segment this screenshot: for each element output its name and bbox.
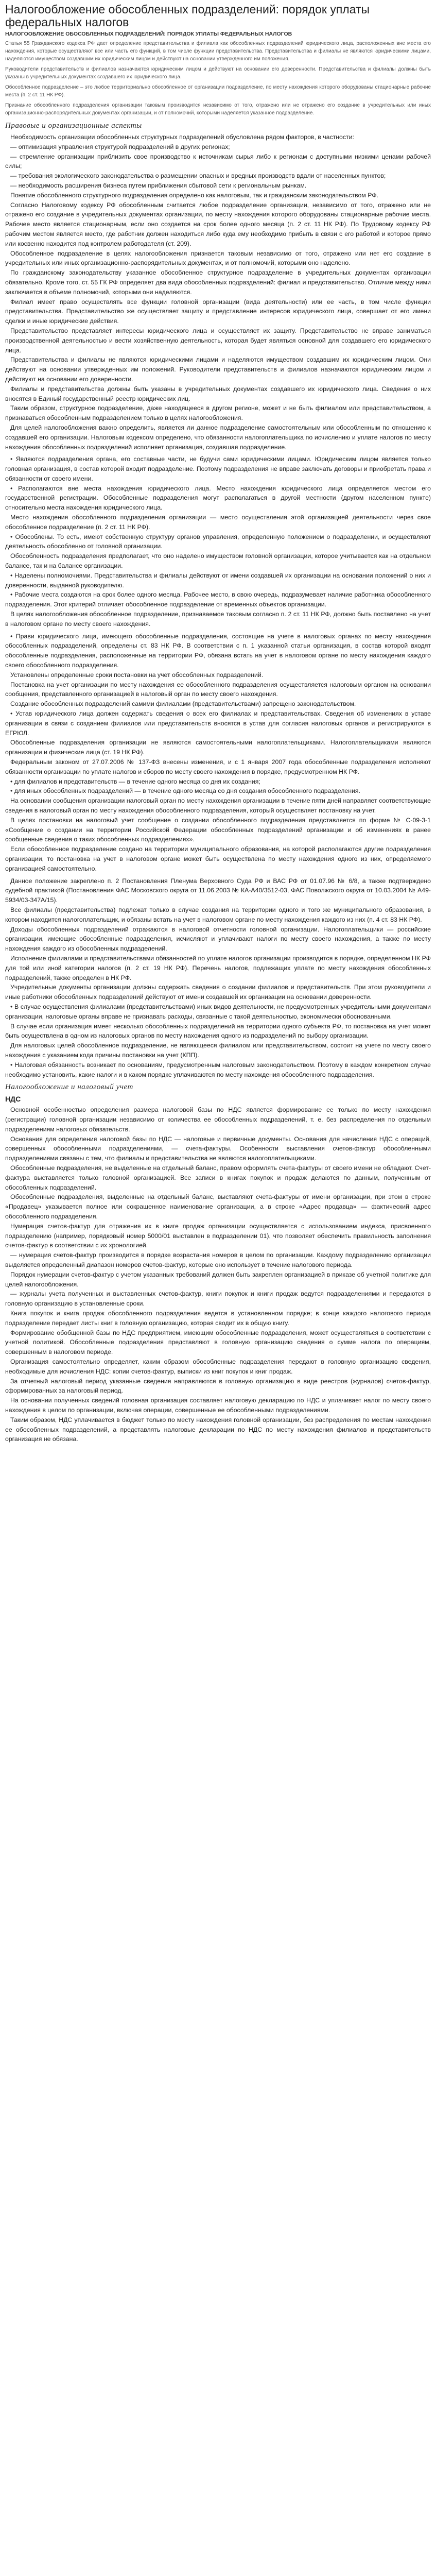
body-paragraph: Установлены определенные сроки постановки на учет обособленных подразделений. bbox=[10, 671, 264, 679]
article-body bbox=[5, 120, 431, 1444]
body-paragraph: Обособленные подразделения организации не являются самостоятельными налогоплательщиками. Налогоплательщиками являются организации и физические лица (ст. 19 НК РФ). bbox=[5, 739, 431, 756]
body-paragraph: — требования экологического законодательства о размещении опасных и вредных производств вдали от населенных пунктов; bbox=[10, 172, 386, 180]
body-paragraph: В целях налогообложения обособленное подразделение, признаваемое таковым согласно п. 2 ст. 11 НК РФ, должно быть поставлено на учет в налоговом органе по месту своего нахождения. bbox=[5, 611, 431, 628]
sub-heading: НДС bbox=[5, 1095, 21, 1104]
body-paragraph: Филиал имеет право осуществлять все функции головной организации (вида деятельности) или ее часть, в том числе функции представительства. Представительство же осуществляет защиту и представление интересов юридического лица, совершает от его имени сделки и иные юридические действия. bbox=[5, 298, 431, 325]
body-paragraph: Представительство представляет интересы юридического лица и осуществляет их защиту. Представительство не вправе заниматься производственной деятельностью и вести хозяйственную деятельность, которая будет являться основной для создавшего его юридического лица. bbox=[5, 327, 431, 354]
page-title: Налогообложение обособленных подразделений: порядок уплаты федеральных налогов bbox=[5, 3, 370, 29]
intro-paragraph: Статья 55 Гражданского кодекса РФ дает определение представительства и филиала как обособленных подразделений юридического лица, расположенных вне места его нахождения, которые осуществляют все или часть его функций, в том числе функции представительства. Представительства и филиалы не являются юридическими лицами, наделяются имуществом создавшим их юридическим лицом и действуют на основании утвержденного им положения. bbox=[5, 41, 431, 62]
body-paragraph: Федеральным законом от 27.07.2006 № 137-ФЗ внесены изменения, и с 1 января 2007 года обособленные подразделения исполняют обязанности организации по уплате налогов и сборов по месту своего нахождения в порядке, предусмотренном НК РФ. bbox=[5, 758, 431, 775]
body-paragraph: Обособленные подразделения, выделенные на отдельный баланс, выставляют счета-фактуры от имени организации, при этом в строке «Продавец» указывается полное или сокращенное наименование организации, а в строке «Адрес продавца» — фактический адрес обособленного подразделения. bbox=[5, 1193, 431, 1221]
body-paragraph: • для филиалов и представительств — в течение одного месяца со дня их создания; bbox=[10, 777, 260, 785]
body-paragraph: Понятие обособленного структурного подразделения определено как налоговым, так и гражданским законодательством РФ. bbox=[10, 191, 379, 199]
body-paragraph: По гражданскому законодательству указанное обособленное структурное подразделение в учредительных документах организации обязательно. Кроме того, ст. 55 ГК РФ определяет два вида обособленных подразделений: филиал и представительство. Отличие между ними заключается в объеме полномочий, которыми они наделяются. bbox=[5, 269, 431, 296]
body-paragraph: Нумерация счетов-фактур для отражения их в книге продаж организации осуществляется с использованием индекса, присвоенного подразделению (например, порядковый номер 5000/01 выставлен в подразделении 01), что позволяет обеспечить правильность заполнения счетов-фактур в соответствии с их хронологией. bbox=[5, 1222, 431, 1249]
body-paragraph: • Устав юридического лица должен содержать сведения о всех его филиалах и представительствах. Сведения об изменениях в уставе организации в связи с созданием филиалов или представительств вносятся в устав для согласия налоговых органов и регистрируются в ЕГРЮЛ. bbox=[5, 710, 431, 737]
body-paragraph: Если обособленное подразделение создано на территории муниципального образования, на которой располагаются другие подразделения организации, то постановка на учет в налоговом органе может быть осуществлена по месту нахождения одного из них, определяемого организацией самостоятельно. bbox=[5, 845, 431, 872]
body-paragraph: • Рабочие места создаются на срок более одного месяца. Рабочее место, в свою очередь, подразумевает наличие работника обособленного подразделения. Этот критерий отличает обособленное подразделение от временных объектов организации. bbox=[5, 591, 431, 608]
body-paragraph: Формирование обобщенной базы по НДС предприятием, имеющим обособленные подразделения, может осуществляться в соответствии с учетной политикой. Обособленные подразделения представляют в головную организацию сведения о сумме налога по операциям, совершенным в налоговом периоде. bbox=[5, 1329, 431, 1356]
body-paragraph: В целях постановки на налоговый учет сообщение о создании обособленного подразделения представляется по форме № С-09-3-1 «Сообщение о создании на территории Российской Федерации обособленных подразделений организации и об изменениях в ранее сообщенные сведения о таких обособленных подразделениях». bbox=[5, 816, 431, 843]
body-paragraph: Создание обособленных подразделений самими филиалами (представительствами) запрещено законодательством. bbox=[10, 700, 356, 708]
body-paragraph: — необходимость расширения бизнеса путем приближения сбытовой сети к региональным рынкам. bbox=[10, 181, 307, 189]
intro-paragraph: Обособленное подразделение – это любое территориально обособленное от организации подразделение, по месту нахождения которого оборудованы стационарные рабочие места (п. 2 ст. 11 НК РФ). bbox=[5, 84, 431, 98]
article-subtitle: НАЛОГООБЛОЖЕНИЕ ОБОСОБЛЕННЫХ ПОДРАЗДЕЛЕНИЙ: ПОРЯДОК УПЛАТЫ ФЕДЕРАЛЬНЫХ НАЛОГОВ bbox=[5, 31, 292, 37]
body-paragraph: Для налоговых целей обособленное подразделение, не являющееся филиалом или представительством, состоит на учете по месту своего нахождения с указанием кода причины постановки на учет (КПП). bbox=[5, 1042, 431, 1059]
body-paragraph: • для иных обособленных подразделений — в течение одного месяца со дня создания обособленного подразделения. bbox=[10, 787, 361, 795]
body-paragraph: На основании полученных сведений головная организация составляет налоговую декларацию по НДС и уплачивает налог по месту своего нахождения в целом по организации, включая операции, совершенные ее обособленными подразделениями. bbox=[5, 1397, 431, 1414]
body-paragraph: Согласно Налоговому кодексу РФ обособленным считается любое подразделение организации, независимо от того, отражено или не отражено его создание в учредительных документах организации, по месту нахождения которого оборудованы стационарные рабочие места. Рабочее место является стационарным, если оно создается на срок более одного месяца (п. 2 ст. 11 НК РФ). По Трудовому кодексу РФ рабочим местом является место, где работник должен находиться либо куда ему необходимо прибыть в связи с его работой и которое прямо или косвенно находится под контролем работодателя (ст. 209). bbox=[5, 201, 431, 247]
body-paragraph: Необходимость организации обособленных структурных подразделений обусловлена рядом факторов, в частности: bbox=[10, 133, 354, 141]
body-paragraph: — журналы учета полученных и выставленных счетов-фактур, книги покупок и книги продаж ведутся подразделениями и передаются в головную организацию в установленные сроки. bbox=[5, 1290, 431, 1308]
body-paragraph: — нумерация счетов-фактур производится в порядке возрастания номеров в целом по организации. Каждому подразделению организации выделяется определенный диапазон номеров счетов-фактур, которые оно использует в течение налогового периода. bbox=[5, 1251, 431, 1269]
body-paragraph: За отчетный налоговый период указанные сведения направляются в головную организацию в виде реестров (журналов) счетов-фактур, сформированных за налоговый период. bbox=[5, 1377, 431, 1395]
body-paragraph: Таким образом, НДС уплачивается в бюджет только по месту нахождения головной организации, без распределения по местам нахождения ее обособленных подразделений, а представлять налоговые декларации по НДС по месту нахождения филиалов и представительств организация не обязана. bbox=[5, 1416, 431, 1443]
intro-paragraph: Признание обособленного подразделения организации таковым производится независимо от того, отражено или не отражено его создание в учредительных или иных организационно-распорядительных документах организации, и от полномочий, которыми наделяется указанное подразделение. bbox=[5, 103, 431, 116]
body-paragraph: • В случае осуществления филиалами (представительствами) иных видов деятельности, не предусмотренных учредительными документами организации, налоговые органы вправе не признавать расходы, связанные с такой деятельностью, экономически обоснованными. bbox=[5, 1003, 431, 1020]
body-paragraph: Таким образом, структурное подразделение, даже находящееся в другом регионе, может и не быть филиалом или представительством, а признаваться обособленным подразделением только в целях налогообложения. bbox=[5, 404, 431, 422]
body-paragraph: Филиалы и представительства должны быть указаны в учредительных документах создавшего их юридического лица. Сведения о них вносятся в Единый государственный реестр юридических лиц. bbox=[5, 385, 431, 402]
body-paragraph: Основания для определения налоговой базы по НДС — налоговые и первичные документы. Основания для начисления НДС с операций, совершенных обособленными подразделениями, — счета-фактуры. Особенности выставления счетов-фактур обособленными подразделениями связаны с тем, что филиалы и представительства не являются налогоплательщиками. bbox=[5, 1135, 431, 1162]
body-paragraph: Исполнение филиалами и представительствами обязанностей по уплате налогов организации производится в порядке, определенном НК РФ для той или иной категории налогов (п. 2 ст. 19 НК РФ). Перечень налогов, подлежащих уплате по месту нахождения обособленных подразделений, также определен в НК РФ. bbox=[5, 954, 431, 981]
body-paragraph: Обособленные подразделения, не выделенные на отдельный баланс, правом оформлять счета-фактуры от своего имени не обладают. Счет-фактура выставляется только головной организацией. Все записи в книгах покупок и продаж делаются по данным, полученным от обособленных подразделений. bbox=[5, 1164, 431, 1191]
body-paragraph: Основной особенностью определения размера налоговой базы по НДС является формирование ее только по месту нахождения (регистрации) головной организации независимо от количества ее обособленных подразделений, т. е. без распределения по отдельным подразделениям налоговых обязательств. bbox=[5, 1106, 431, 1133]
body-paragraph: Данное положение закреплено п. 2 Постановления Пленума Верховного Суда РФ и ВАС РФ от 01.07.96 № 6/8, а также подтверждено судебной практикой (Постановления ФАС Московского округа от 11.06.2003 № КА-А40/3512-03, ФАС Поволжского округа от 10.03.2004 № А49-5934/03-347А/15). bbox=[5, 877, 431, 904]
body-paragraph: • Являются подразделения органа, его составные части, не будучи сами юридическими лицами. Юридическим лицом является только головная организация, в состав которой входит подразделение. Поэтому подразделения не вправе заключать договоры и приобретать права и обязанности от своего имени. bbox=[5, 455, 431, 482]
section-heading: Налогообложение и налоговый учет bbox=[5, 1083, 133, 1092]
body-paragraph: Место нахождения обособленного подразделения организации — место осуществления этой организацией деятельности через свое обособленное подразделение (п. 2 ст. 11 НК РФ). bbox=[5, 514, 431, 531]
body-paragraph: Организация самостоятельно определяет, каким образом обособленные подразделения передают в головную организацию сведения, необходимые для исчисления НДС: копии счетов-фактур, выписки из книг покупок и книг продаж. bbox=[5, 1358, 431, 1375]
intro-paragraph: Руководители представительств и филиалов назначаются юридическим лицом и действуют на основании его доверенности. Представительства и филиалы должны быть указаны в учредительных документах создавшего их юридического лица. bbox=[5, 66, 431, 80]
body-paragraph: Доходы обособленных подразделений отражаются в налоговой отчетности головной организации. Налогоплательщики — российские организации, имеющие обособленные подразделения, исчисляют и уплачивают налоги по месту своего нахождения, а также по месту нахождения каждого из обособленных подразделений. bbox=[5, 925, 431, 953]
section-heading: Правовые и организационные аспекты bbox=[5, 122, 142, 130]
body-paragraph: Обособленность подразделения предполагает, что оно наделено имуществом головной организации, которое учитывается как на отдельном балансе, так и на балансе организации. bbox=[5, 552, 431, 570]
body-paragraph: Все филиалы (представительства) подлежат только в случае создания на территории одного и того же муниципального образования, в котором находится налогоплательщик, и обязаны встать на учет в налоговом органе по месту нахождения каждого из них (п. 4 ст. 83 НК РФ). bbox=[5, 906, 431, 923]
body-paragraph: Учредительные документы организации должны содержать сведения о создании филиалов и представительств. При этом руководители и иные работники обособленных подразделений действуют от имени создавшей их организации на основании доверенности. bbox=[5, 984, 431, 1001]
body-paragraph: — стремление организации приблизить свое производство к источникам сырья либо к регионам с доступными низкими ценами рабочей силы; bbox=[5, 152, 431, 170]
body-paragraph: • Налоговая обязанность возникает по основаниям, предусмотренным налоговым законодательством. Поэтому в каждом конкретном случае необходимо установить, какие налоги и в каком порядке уплачиваются по месту нахождения обособленного подразделения. bbox=[5, 1061, 431, 1078]
body-paragraph: Представительства и филиалы не являются юридическими лицами и наделяются имуществом создавшим их юридическим лицом. Они действуют на основании утвержденных им положений. Руководители представительств и филиалов назначаются юридическим лицом и действуют на основании его доверенности. bbox=[5, 356, 431, 383]
body-paragraph: На основании сообщения организации налоговый орган по месту нахождения организации в течение пяти дней направляет соответствующие сведения в налоговый орган по месту нахождения обособленного подразделения, который осуществляет постановку на учет. bbox=[5, 797, 431, 814]
body-paragraph: • Обособлены. То есть, имеют собственную структуру органов управления, определенную положением о подразделении, и осуществляют деятельность обособленно от головной организации. bbox=[5, 533, 431, 550]
body-paragraph: Порядок нумерации счетов-фактур с учетом указанных требований должен быть закреплен организацией в приказе об учетной политике для целей налогообложения. bbox=[5, 1270, 431, 1288]
body-paragraph: — оптимизация управления структурой подразделений в других регионах; bbox=[10, 143, 230, 150]
body-paragraph: Книга покупок и книга продаж обособленного подразделения ведется в установленном порядке; в конце каждого налогового периода подразделение передает листы книг в головную организацию, которая сводит их в общую книгу. bbox=[5, 1310, 431, 1327]
body-paragraph: • Располагаются вне места нахождения юридического лица. Место нахождения юридического лица определяется местом его государственной регистрации. Обособленные подразделения могут располагаться в другой местности (другом населенном пункте) относительно места нахождения юридического лица. bbox=[5, 484, 431, 512]
article-intro bbox=[5, 40, 431, 117]
body-paragraph: Для целей налогообложения важно определить, является ли данное подразделение самостоятельным или обособленным по отношению к создавшей его организации. Налоговым кодексом определено, что обязанности налогоплательщика по исчислению и уплате налогов по месту нахождения обособленных подразделений исполняет организация, создавшая подразделение. bbox=[5, 423, 431, 451]
body-paragraph: • Прави юридического лица, имеющего обособленные подразделения, состоящие на учете в налоговых органах по месту нахождения обособленных подразделений, определены ст. 83 НК РФ. В соответствии с п. 1 указанной статьи организация, в состав которой входят обособленные подразделения, расположенные на территории РФ, обязана встать на учет в налоговом органе по месту нахождения каждого своего обособленного подразделения. bbox=[5, 632, 431, 669]
body-paragraph: В случае если организация имеет несколько обособленных подразделений на территории одного субъекта РФ, то постановка на учет может быть осуществлена в одном из налоговых органов по месту нахождения одного из подразделений по выбору организации. bbox=[5, 1022, 431, 1040]
body-paragraph: • Наделены полномочиями. Представительства и филиалы действуют от имени создавшей их организации на основании положений о них и доверенности, выданной руководителю. bbox=[5, 571, 431, 589]
body-paragraph: Обособленное подразделение в целях налогообложения признается таковым независимо от того, отражено или нет его создание в учредительных или иных организационно-распорядительных документах, и от полномочий, которыми оно наделено. bbox=[5, 249, 431, 267]
body-paragraph: Постановка на учет организации по месту нахождения ее обособленного подразделения осуществляется налоговым органом на основании сообщения, представленного организацией в налоговый орган по месту своего нахождения. bbox=[5, 681, 431, 698]
